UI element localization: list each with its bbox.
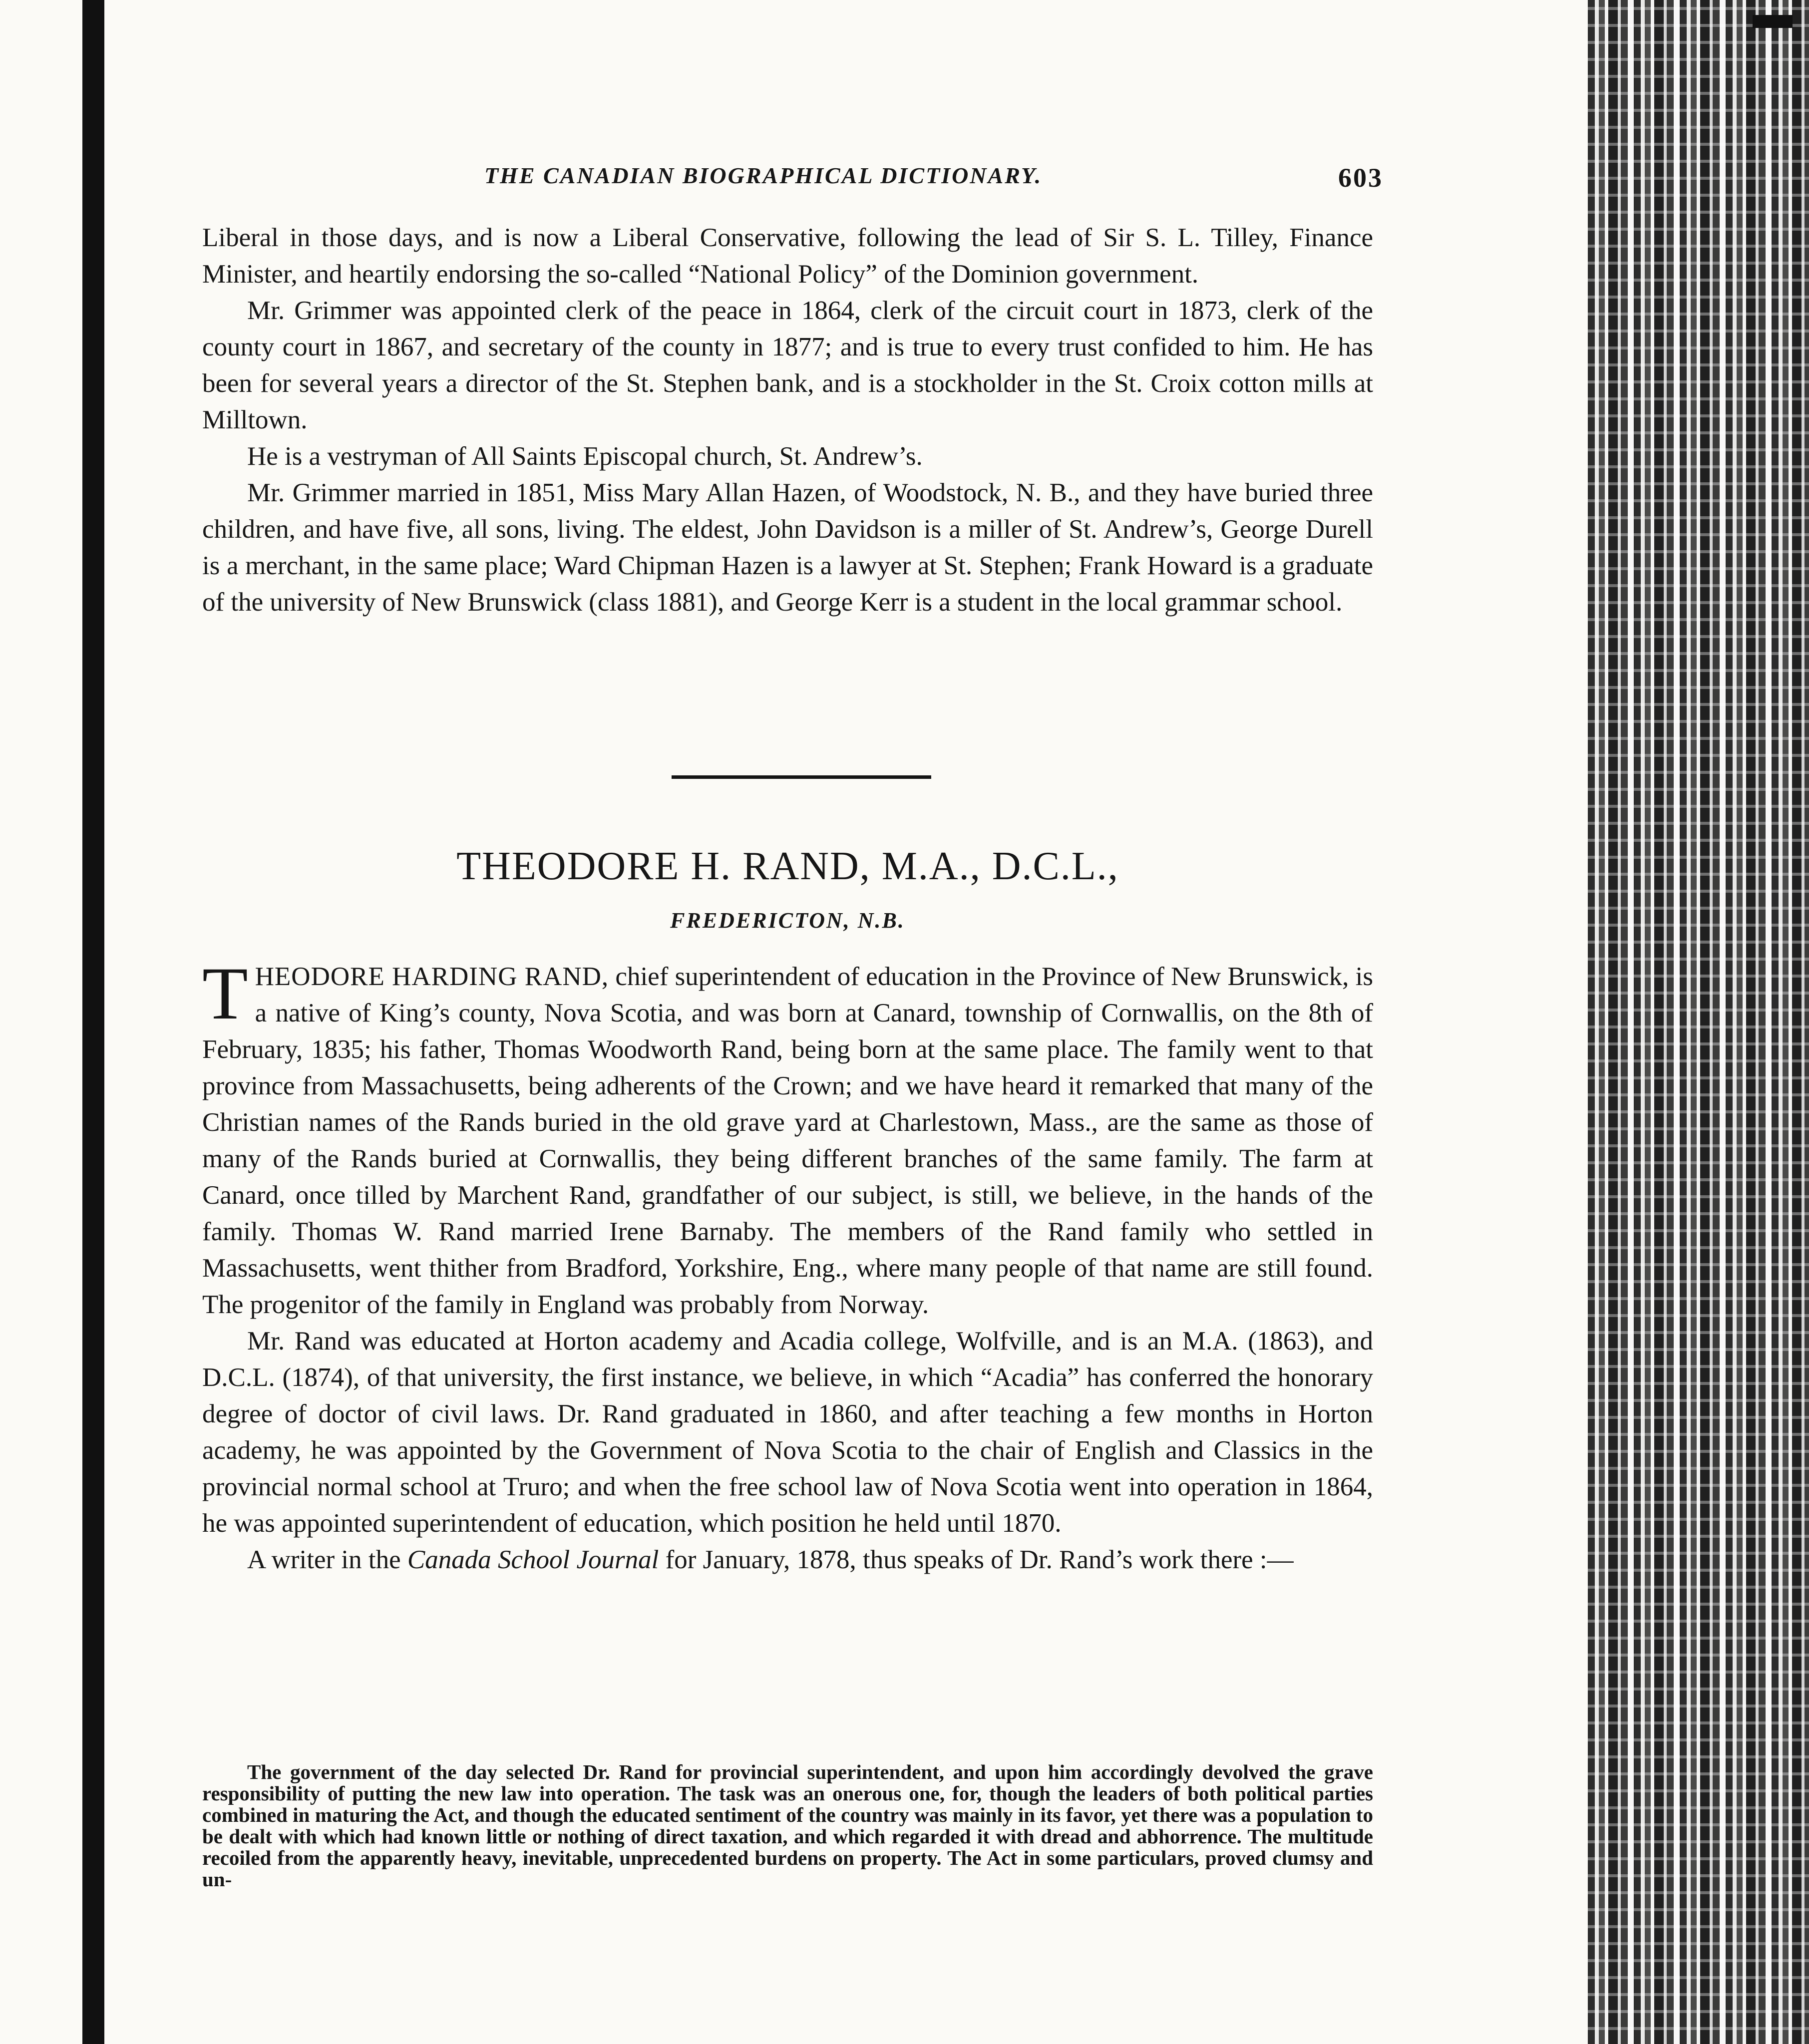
drop-cap: T — [202, 952, 248, 1035]
block-quote — [202, 1761, 1373, 1890]
paragraph: Mr. Rand was educated at Horton academy and Acadia college, Wolfville, and is an M.A. (1863), and D.C.L. (1874), of that university, the first instance, we believe, in which “Acadia” has conferred the honorary degree of doctor of civil laws. Dr. Rand graduated in 1860, and after teaching a few months in Horton academy, he was appointed by the Government of Nova Scotia to the chair of English and Classics in the provincial normal school at Truro; and when the free school law of Nova Scotia went into operation in 1864, he was appointed superintendent of education, which position he held until 1870. — [202, 1327, 1373, 1538]
paragraph — [202, 952, 1374, 1323]
entry-place: FREDERICTON, N.B. — [670, 908, 905, 933]
page-number: 603 — [1338, 163, 1383, 193]
paragraph — [202, 1542, 1373, 1578]
paragraph: Mr. Grimmer married in 1851, Miss Mary Allan Hazen, of Woodstock, N. B., and they have buried three children, and have five, all sons, living. The eldest, John Davidson is a miller of St. Andrew’s, George Durell is a merchant, in the same place; Ward Chipman Hazen is a lawyer at St. Stephen; Frank Howard is a graduate of the university of New Brunswick (class 1881), and George Kerr is a student in the local grammar school. — [202, 478, 1373, 617]
paragraph-text: for January, 1878, thus speaks of Dr. Rand’s work there :— — [659, 1545, 1294, 1574]
scan-page-stack-noise — [1588, 0, 1809, 2044]
running-title: THE CANADIAN BIOGRAPHICAL DICTIONARY. — [484, 163, 1043, 188]
paragraph: Mr. Grimmer was appointed clerk of the peace in 1864, clerk of the circuit court in 1873, clerk of the county court in 1867, and secretary of the county in 1877; and is true to every trust confided to him. He has been for several years a director of the St. Stephen bank, and is a stockholder in the St. Croix cotton mills at Milltown. — [202, 296, 1373, 434]
previous-entry — [202, 220, 1373, 621]
paragraph-text: chief superintendent of education in the Province of New Brunswick, is a native of King’s county, Nova Scotia, and was born at Canard, township of Cornwallis, on the 8th of February, 1835; his father, Thomas Woodworth Rand, being born at the same place. The family went to that province from Massachusetts, being adherents of the Crown; and we have heard it remarked that many of the Christian names of the Rands buried in the old grave yard at Charlestown, Mass., are the same as those of many of the Rands buried at Cornwallis, they being different branches of the same family. The farm at Canard, once tilled by Marchent Rand, grandfather of our subject, is still, we believe, in the hands of the family. Thomas W. Rand married Irene Barnaby. The members of the Rand family who settled in Massachusetts, went thither from Bradford, Yorkshire, Eng., where many people of that name are still found. The progenitor of the family in England was probably from Norway. — [202, 962, 1374, 1319]
journal-title: Canada School Journal — [407, 1545, 659, 1574]
paragraph: Liberal in those days, and is now a Liberal Conservative, following the lead of Sir S. L. Tilley, Finance Minister, and heartily endorsing the so-called “National Policy” of the Dominion government. — [202, 223, 1373, 289]
running-head — [285, 162, 1383, 202]
entry-body — [202, 952, 1374, 1578]
paragraph: He is a vestryman of All Saints Episcopal church, St. Andrew’s. — [247, 442, 923, 471]
entry-heading: THEODORE H. RAND, M.A., D.C.L., — [456, 844, 1119, 888]
quote-text: The government of the day selected Dr. Rand for provincial superintendent, and upon him accordingly devolved the grave responsibility of putting the new law into operation. The task was an onerous one, for, though the leaders of both political parties combined in maturing the Act, and though the educated sentiment of the country was mainly in its favor, yet there was a population to be dealt with which had known little or nothing of direct taxation, and which regarded it with dread and abhorrence. The multitude recoiled from the apparently heavy, inevitable, unprecedented burdens on property. The Act in some particulars, proved clumsy and un- — [202, 1760, 1373, 1891]
paragraph-text: A writer in the — [247, 1545, 407, 1574]
section-divider — [672, 775, 931, 779]
scan-edge-mark — [1753, 15, 1793, 28]
lead-name: HEODORE HARDING RAND, — [255, 962, 609, 991]
scan-binding-edge — [82, 0, 104, 2044]
